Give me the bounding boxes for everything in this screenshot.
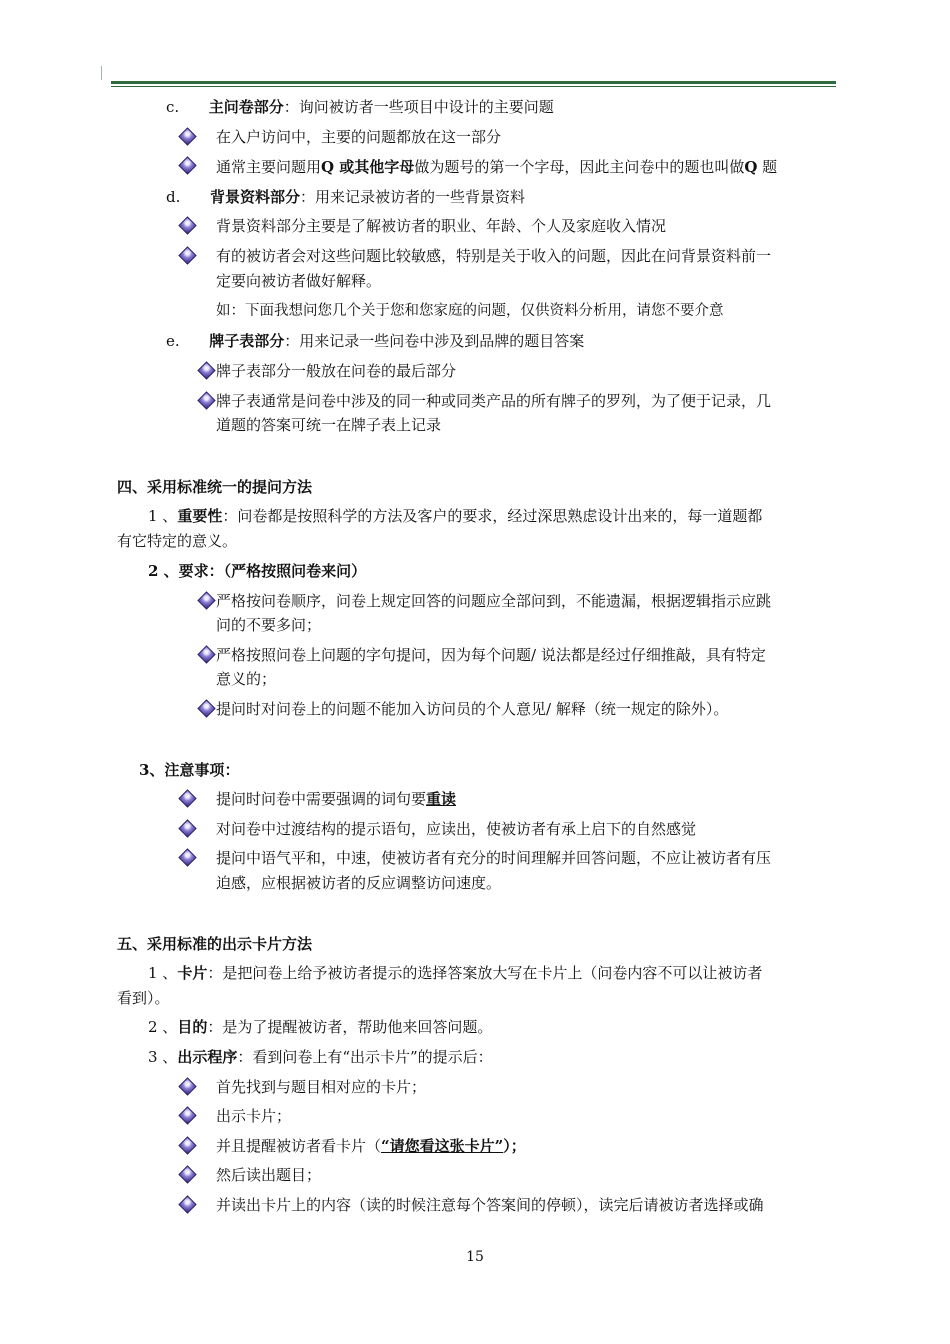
section-four-bullet-3: 提问时对问卷上的问题不能加入访问员的个人意见/ 解释（统一规定的除外）。 xyxy=(216,700,729,718)
c-b2-text: 通常主要问题用 xyxy=(216,158,322,176)
c-b2-bold: Q 或其他字母 xyxy=(321,158,415,176)
section-five-bullet-2: 出示卡片； xyxy=(216,1107,292,1125)
section-five-bullet-4: 然后读出题目； xyxy=(216,1166,322,1184)
section-four-p1-line-2: 有它特定的意义。 xyxy=(117,532,238,550)
section-four-p2: 2 、要求：（严格按照问卷来问） xyxy=(148,562,367,580)
diamond-bullet-icon xyxy=(180,1197,196,1213)
diamond-bullet-icon xyxy=(180,248,196,264)
section-d-title: 背景资料部分 xyxy=(209,188,300,206)
diamond-bullet-icon xyxy=(180,1079,196,1095)
section-five-p3 xyxy=(148,1046,493,1068)
header-tick xyxy=(101,66,102,80)
section-four-bullet-1-line-1: 严格按问卷顺序，问卷上规定回答的问题应全部问到，不能遗漏，根据逻辑指示应跳 xyxy=(216,592,772,610)
page-number: 15 xyxy=(466,1249,484,1265)
section-e-line xyxy=(166,330,584,352)
section-c-title: 主问卷部分 xyxy=(208,98,284,116)
diamond-bullet-icon xyxy=(199,593,215,609)
five-p3-num: 3 、 xyxy=(148,1048,178,1066)
section-five-bullet-3 xyxy=(216,1135,526,1157)
section-four-p1-line-1 xyxy=(148,505,762,527)
diamond-bullet-icon xyxy=(180,129,196,145)
five-p1-num: 1 、 xyxy=(148,964,178,982)
section-five-p1-line-2: 看到）。 xyxy=(117,989,170,1007)
section-e-bullet-1: 牌子表部分一般放在问卷的最后部分 xyxy=(216,362,457,380)
section-e-title: 牌子表部分 xyxy=(209,332,285,350)
section-e-bullet-2-line-2: 道题的答案可统一在牌子表上记录 xyxy=(216,416,442,434)
section-c-marker: c. xyxy=(166,98,180,116)
section-four-bullet-2-line-2: 意义的； xyxy=(216,670,277,688)
five-p3-bold: 出示程序 xyxy=(177,1048,238,1066)
section-d-marker: d. xyxy=(166,188,181,206)
diamond-bullet-icon xyxy=(199,701,215,717)
section-five-p2 xyxy=(148,1016,492,1038)
header-rule-thick xyxy=(111,81,836,84)
section-four-bullet-1-line-2: 问的不要多问； xyxy=(216,616,322,634)
section-d-bullet-2-line-1: 有的被访者会对这些问题比较敏感，特别是关于收入的问题，因此在问背景资料前一 xyxy=(216,247,772,265)
five-p2-bold: 目的 xyxy=(177,1018,208,1036)
four-p1-num: 1 、 xyxy=(148,507,178,525)
diamond-bullet-icon xyxy=(199,363,215,379)
diamond-bullet-icon xyxy=(180,1108,196,1124)
five-p1-text: ：是把问卷上给予被访者提示的选择答案放大写在卡片上（问卷内容不可以让被访者 xyxy=(207,964,763,982)
section-c-desc: ：询问被访者一些项目中设计的主要问题 xyxy=(283,98,554,116)
c-b2-q: Q xyxy=(744,158,758,176)
diamond-bullet-icon xyxy=(199,393,215,409)
three-b1-text: 提问时问卷中需要强调的词句要 xyxy=(216,790,427,808)
diamond-bullet-icon xyxy=(180,1138,196,1154)
section-c-line xyxy=(166,96,554,118)
diamond-bullet-icon xyxy=(199,647,215,663)
section-three-bullet-2: 对问卷中过渡结构的提示语句，应读出，使被访者有承上启下的自然感觉 xyxy=(216,820,697,838)
section-five-bullet-5: 并读出卡片上的内容（读的时候注意每个答案间的停顿），读完后请被访者选择或确 xyxy=(216,1196,764,1214)
section-four-bullet-2-line-1: 严格按照问卷上问题的字句提问，因为每个问题/ 说法都是经过仔细推敲，具有特定 xyxy=(216,646,766,664)
section-e-marker: e. xyxy=(166,332,180,350)
section-e-bullet-2-line-1: 牌子表通常是问卷中涉及的同一种或同类产品的所有牌子的罗列，为了便于记录，几 xyxy=(216,392,772,410)
diamond-bullet-icon xyxy=(180,218,196,234)
diamond-bullet-icon xyxy=(180,850,196,866)
section-d-bullet-2-line-2: 定要向被访者做好解释。 xyxy=(216,272,382,290)
section-e-desc: ：用来记录一些问卷中涉及到品牌的题目答案 xyxy=(284,332,585,350)
five-b3-end: ）； xyxy=(503,1137,526,1155)
section-three-bullet-1 xyxy=(216,788,456,810)
five-b3-text: 并且提醒被访者看卡片（ xyxy=(216,1137,382,1155)
section-three-bullet-3-line-2: 迫感，应根据被访者的反应调整访问速度。 xyxy=(216,874,502,892)
section-d-example: 如：下面我想问您几个关于您和您家庭的问题，仅供资料分析用，请您不要介意 xyxy=(216,303,724,319)
four-p1-bold: 重要性 xyxy=(177,507,223,525)
section-d-desc: ：用来记录被访者的一些背景资料 xyxy=(299,188,525,206)
section-four-heading: 四、采用标准统一的提问方法 xyxy=(117,478,313,496)
section-five-bullet-1: 首先找到与题目相对应的卡片； xyxy=(216,1078,427,1096)
section-three-heading: 3、注意事项： xyxy=(139,761,240,779)
diamond-bullet-icon xyxy=(180,821,196,837)
c-b2-end: 题 xyxy=(757,158,778,176)
five-p1-bold: 卡片 xyxy=(177,964,208,982)
header-rule-thin xyxy=(111,86,836,87)
five-p3-text: ：看到问卷上有“出示卡片”的提示后： xyxy=(237,1048,493,1066)
five-p2-num: 2 、 xyxy=(148,1018,178,1036)
c-b2-mid: 做为题号的第一个字母，因此主问卷中的题也叫做 xyxy=(414,158,745,176)
section-five-p1-line-1 xyxy=(148,962,762,984)
section-d-bullet-1: 背景资料部分主要是了解被访者的职业、年龄、个人及家庭收入情况 xyxy=(216,217,667,235)
diamond-bullet-icon xyxy=(180,791,196,807)
five-p2-text: ：是为了提醒被访者，帮助他来回答问题。 xyxy=(207,1018,493,1036)
three-b1-bold: 重读 xyxy=(426,790,457,808)
diamond-bullet-icon xyxy=(180,158,196,174)
section-c-bullet-2 xyxy=(216,156,777,178)
five-b3-quote: “请您看这张卡片” xyxy=(381,1137,504,1155)
section-d-line xyxy=(166,186,525,208)
section-c-bullet-1: 在入户访问中，主要的问题都放在这一部分 xyxy=(216,128,502,146)
diamond-bullet-icon xyxy=(180,1167,196,1183)
section-five-heading: 五、采用标准的出示卡片方法 xyxy=(117,935,313,953)
section-three-bullet-3-line-1: 提问中语气平和，中速，使被访者有充分的时间理解并回答问题，不应让被访者有压 xyxy=(216,849,772,867)
four-p1-text: ：问卷都是按照科学的方法及客户的要求，经过深思熟虑设计出来的，每一道题都 xyxy=(222,507,763,525)
